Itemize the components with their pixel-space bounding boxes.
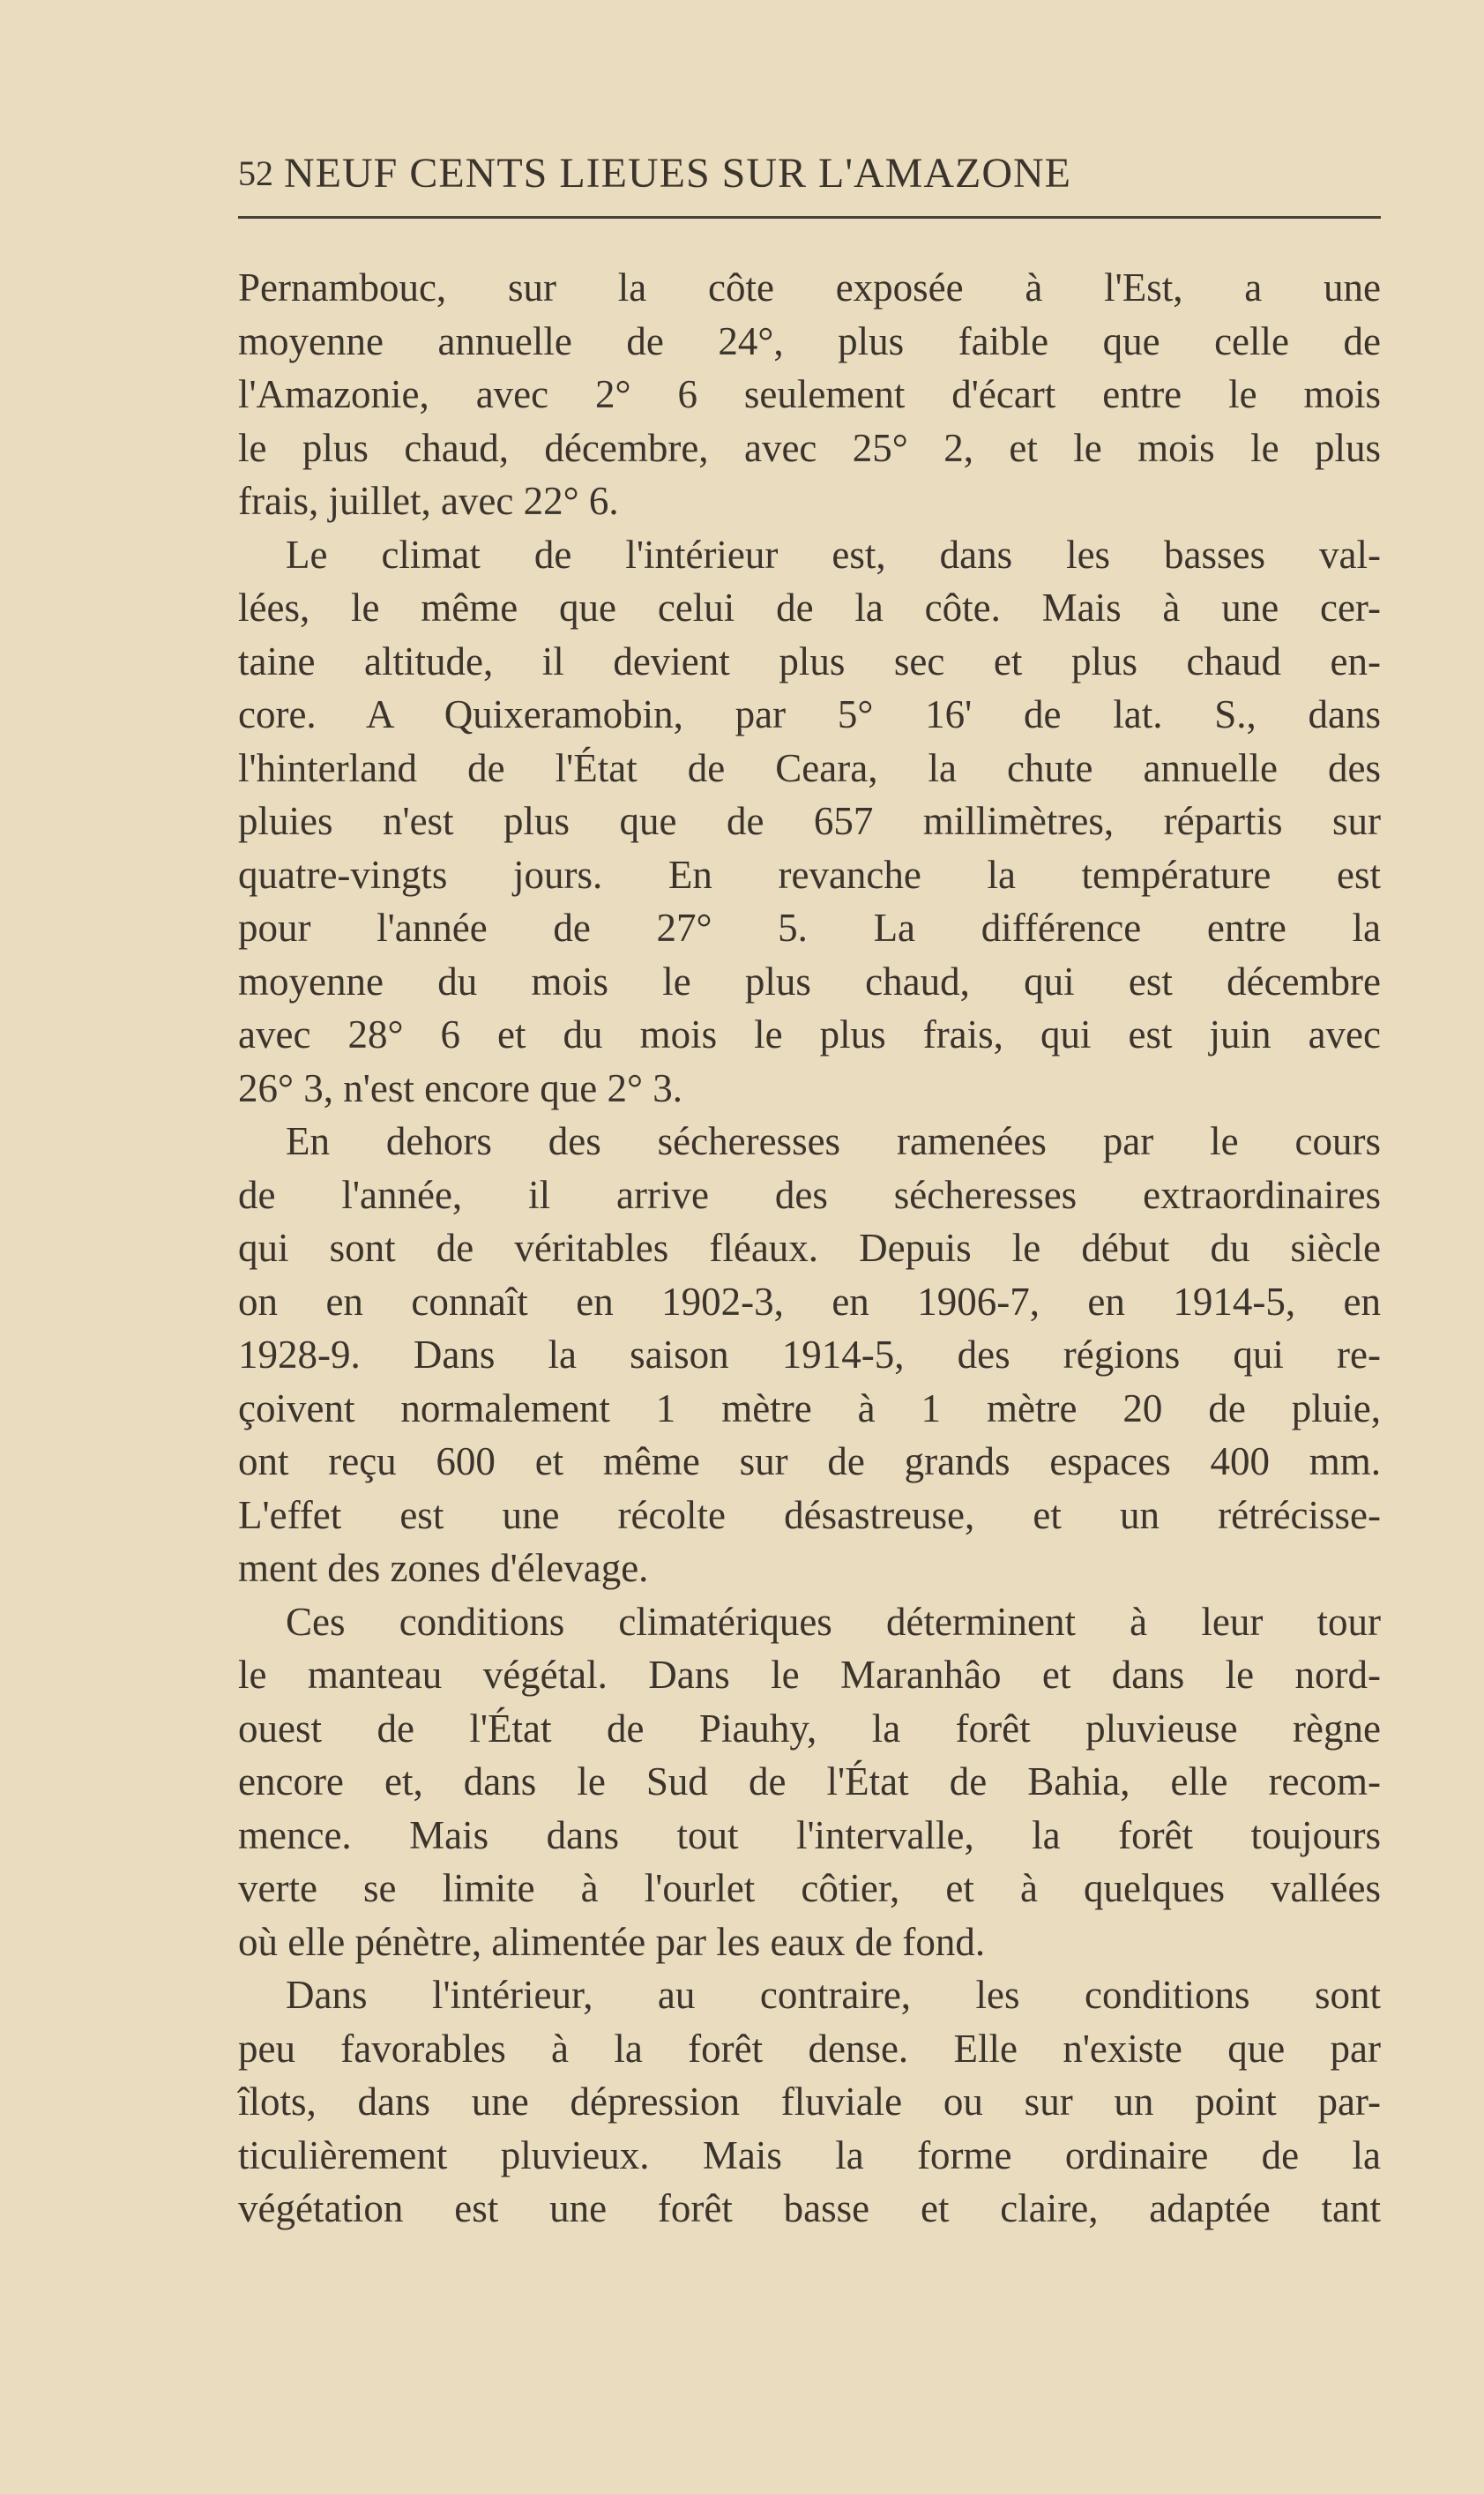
text-line: 26° 3, n'est encore que 2° 3.: [238, 1065, 682, 1110]
text-line: ment des zones d'élevage.: [238, 1546, 649, 1590]
text-line: le plus chaud, décembre, avec 25° 2, et le mois le plus: [238, 425, 1381, 470]
header-rule: [238, 216, 1381, 219]
text-line: çoivent normalement 1 mètre à 1 mètre 20 de pluie,: [238, 1385, 1381, 1430]
text-line: Dans l'intérieur, au contraire, les conditions sont: [286, 1973, 1381, 2017]
text-line: taine altitude, il devient plus sec et plus chaud en-: [238, 638, 1381, 683]
text-line: Pernambouc, sur la côte exposée à l'Est, a une: [238, 265, 1381, 310]
text-line: de l'année, il arrive des sécheresses extraordinaires: [238, 1172, 1381, 1217]
text-line: En dehors des sécheresses ramenées par le cours: [286, 1119, 1381, 1163]
text-line: moyenne annuelle de 24°, plus faible que celle de: [238, 318, 1381, 363]
text-line: pour l'année de 27° 5. La différence entre la: [238, 906, 1381, 950]
text-line: où elle pénètre, alimentée par les eaux de fond.: [238, 1919, 986, 1964]
text-line: mence. Mais dans tout l'intervalle, la forêt toujours: [238, 1812, 1381, 1857]
text-line: ouest de l'État de Piauhy, la forêt pluvieuse règne: [238, 1706, 1381, 1751]
text-line: quatre-vingts jours. En revanche la température est: [238, 852, 1381, 897]
paragraph: [238, 1968, 1381, 2236]
text-line: qui sont de véritables fléaux. Depuis le début du siècle: [238, 1226, 1381, 1270]
text-line: l'hinterland de l'État de Ceara, la chute annuelle des: [238, 745, 1381, 790]
text-line: verte se limite à l'ourlet côtier, et à quelques vallées: [238, 1866, 1381, 1910]
text-line: core. A Quixeramobin, par 5° 16' de lat. S., dans: [238, 692, 1381, 736]
text-line: ticulièrement pluvieux. Mais la forme ordinaire de la: [238, 2132, 1381, 2177]
text-line: Ces conditions climatériques déterminent à leur tour: [286, 1599, 1381, 1644]
paragraph: [238, 1595, 1381, 1969]
text-line: lées, le même que celui de la côte. Mais à une cer-: [238, 586, 1381, 630]
text-line: moyenne du mois le plus chaud, qui est décembre: [238, 959, 1381, 1004]
text-line: îlots, dans une dépression fluviale ou sur un point par-: [238, 2080, 1381, 2124]
text-line: 1928-9. Dans la saison 1914-5, des régions qui re-: [238, 1333, 1381, 1377]
text-line: pluies n'est plus que de 657 millimètres, répartis sur: [238, 799, 1381, 843]
body-text: [238, 261, 1381, 2236]
text-line: ont reçu 600 et même sur de grands espaces 400 mm.: [238, 1439, 1381, 1483]
text-line: L'effet est une récolte désastreuse, et un rétrécisse-: [238, 1492, 1381, 1537]
text-line: peu favorables à la forêt dense. Elle n'existe que par: [238, 2026, 1381, 2071]
paragraph: [238, 1115, 1381, 1595]
text-line: le manteau végétal. Dans le Maranhâo et dans le nord-: [238, 1653, 1381, 1697]
page-number: 52: [238, 153, 273, 193]
page-header: [238, 146, 1381, 202]
paragraph: [238, 261, 1381, 528]
text-line: on en connaît en 1902-3, en 1906-7, en 1914-5, en: [238, 1279, 1381, 1324]
text-line: Le climat de l'intérieur est, dans les basses val-: [286, 532, 1381, 577]
paragraph: [238, 528, 1381, 1116]
text-line: végétation est une forêt basse et claire, adaptée tant: [238, 2186, 1381, 2230]
text-line: frais, juillet, avec 22° 6.: [238, 479, 619, 523]
text-line: avec 28° 6 et du mois le plus frais, qui est juin avec: [238, 1012, 1381, 1057]
text-line: encore et, dans le Sud de l'État de Bahia, elle recom-: [238, 1759, 1381, 1803]
running-title: NEUF CENTS LIEUES SUR L'AMAZONE: [284, 150, 1071, 197]
text-line: l'Amazonie, avec 2° 6 seulement d'écart entre le mois: [238, 372, 1381, 416]
